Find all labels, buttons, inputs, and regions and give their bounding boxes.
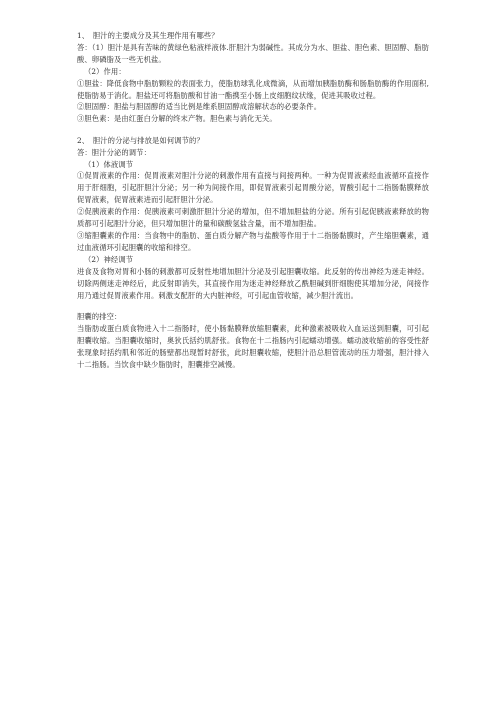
question-2-answer: 答：胆汁分泌的调节： [77, 147, 151, 157]
cholecystokinin-paragraph: ③缩胆囊素的作用：当食物中的脂肪、蛋白质分解产物与盐酸等作用于十二指肠黏膜时，产生缩胆囊素，通过血液循环引起胆囊的收缩和排空。 [77, 231, 429, 252]
cholesterol-paragraph: ②胆固醇：胆盐与胆固醇的适当比例是维系胆固醇成溶解状态的必要条件。 [77, 102, 322, 112]
section-gap [77, 125, 429, 135]
gallbladder-emptying-heading: 胆囊的排空： [77, 311, 122, 321]
secretin-paragraph: ②促胰液素的作用：促胰液素可刺激肝胆汁分泌的增加，但不增加胆盐的分泌。所有引起促胰液素释放的物质都可引起胆汁分泌，但只增加胆汁的量和碳酸氢盐含量，而不增加胆盐。 [77, 207, 429, 229]
humoral-regulation-heading: （1）体液调节 [84, 159, 134, 169]
bile-salt-paragraph: ①胆盐：降低食物中脂肪颗粒的表面张力，使脂肪球乳化成微滴，从而增加胰脂肪酶和肠脂肪酶的作用面积,使脂肪易于消化。胆盐还可将脂肪酸和甘油一酯携至小肠上皮细胞纹状缘，促进其吸收过程。 [77, 78, 429, 100]
bile-pigment-paragraph: ③胆色素：是由红蛋白分解的终末产物。胆色素与消化无关。 [77, 114, 277, 124]
question-1-title: 1、 胆汁的主要成分及其生理作用有哪些？ [77, 31, 219, 40]
neural-regulation-heading: （2）神经调节 [84, 254, 134, 264]
question-1-answer: 答：（1）胆汁是具有苦味的黄绿色粘液样液体.肝胆汁为弱碱性。其成分为水、胆盐、胆色素、胆固醇、脂肪酸、卵磷脂及一些无机盐。 [77, 42, 429, 64]
question-1-function-heading: （2）作用： [84, 66, 126, 76]
gastrin-paragraph: ①促胃液素的作用：促胃液素对胆汁分泌的刺激作用有直接与间接两种。一种为促胃液素经血液循环直接作用于肝细胞，引起肝胆汁分泌；另一种为间接作用，即促胃液素引起胃酸分泌，胃酸引起十二指肠黏膜释放促胃液素，促胃液素进而引起肝胆汁分泌。 [77, 171, 429, 205]
question-2-title: 2、 胆汁的分泌与排放是如何调节的？ [77, 135, 204, 145]
gallbladder-emptying-paragraph: 当脂肪或蛋白质食物进入十二指肠时，使小肠黏膜释放缩胆囊素，此种激素被吸收入血运送到胆囊，可引起胆囊收缩。当胆囊收缩时，奥狄氏括约肌舒张。食物在十二指肠内引起蠕动增强。蠕动波收缩前的容受性舒张现象时括约肌和邻近的肠壁都出现暂时舒张，此时胆囊收缩，使胆汁沿总胆管流动的压力增强，胆汁排入十二指肠。当饮食中缺少脂肪时，胆囊排空减慢。 [77, 323, 429, 369]
section-gap [77, 301, 429, 311]
document-body [77, 30, 429, 370]
neural-regulation-paragraph: 进食及食物对胃和小肠的刺激都可反射性地增加胆汁分泌及引起胆囊收缩。此反射的传出神经为迷走神经。切除两侧迷走神经后，此反射即消失，其直接作用为迷走神经释放乙酰胆碱到肝细胞使其增加分泌，间接作用乃通过促胃液素作用。刺激支配肝的大内脏神经，可引起血管收缩，减少胆汁流出。 [77, 266, 429, 300]
